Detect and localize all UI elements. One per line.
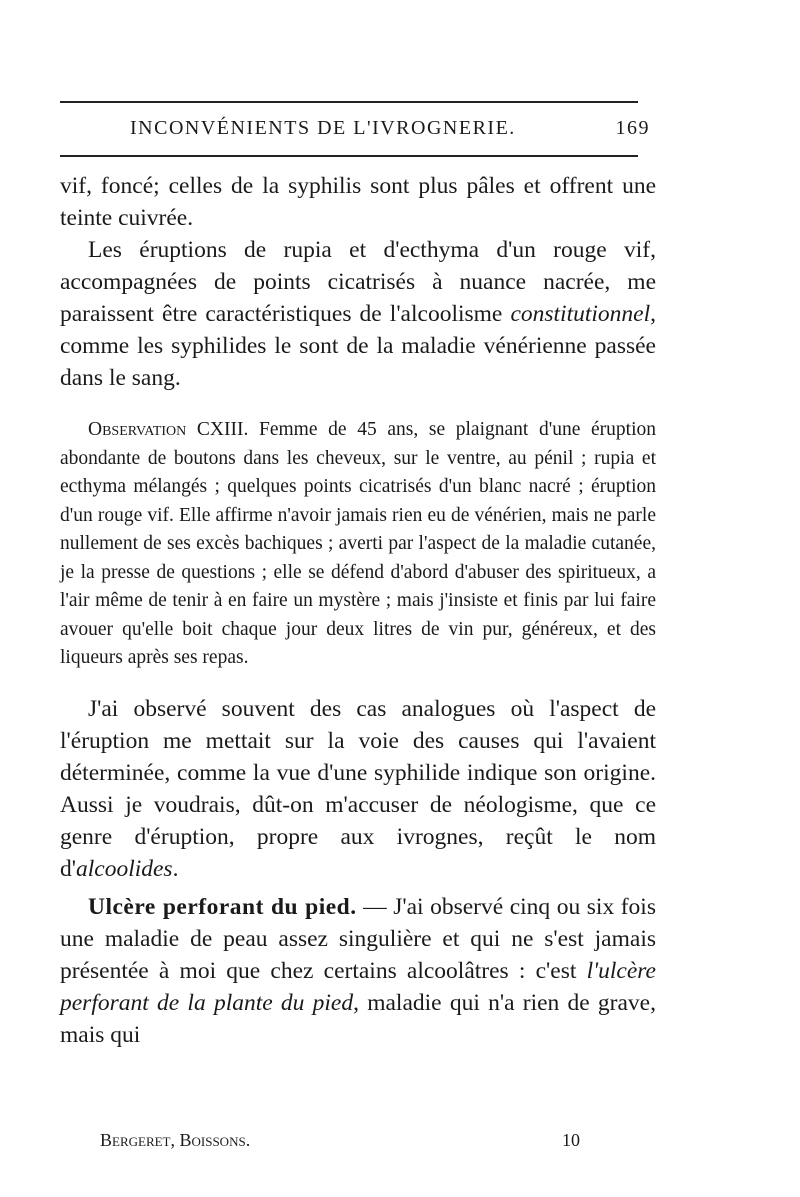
observation-block: Observation CXIII. Femme de 45 ans, se plaignant d'une éruption abondante de boutons dans les cheveux, sur le ventre, au pénil ; rupia et ecthyma mélangés ; quelques points cicatrisés d'un blanc nacré ; éruption d'un rouge vif. Elle affirme n'avoir jamais rien eu de vénérien, mais ne parle nullement de ses excès bachiques ; averti par l'aspect de la maladie cutanée, je la presse de questions ; elle se défend d'abord d'abuser des spiritueux, a l'air même de tenir à en faire un mystère ; mais j'insiste et finis par lui faire avouer qu'elle boit chaque jour deux litres de vin pur, généreux, et des liqueurs après ses repas. (60, 419, 657, 668)
running-title: INCONVÉNIENTS DE L'IVROGNERIE. (130, 117, 516, 139)
signature-mark: 10 (562, 1130, 580, 1150)
paragraph-alcoolides: J'ai observé souvent des cas analogues où l'aspect de l'éruption me mettait sur la voie des causes qui l'avaient déterminée, comme la vue d'une syphilide indique son origine. Aussi je voudrais, dût-on m'accuser de néologisme, que ce genre d'éruption, propre aux ivrognes, reçût le nom d'alcoolides. (60, 695, 656, 882)
running-header (130, 117, 650, 140)
paragraph-ulcere: Ulcère perforant du pied. — J'ai observé cinq ou six fois une maladie de peau assez singulière et qui ne s'est jamais présentée à moi que chez certains alcoolâtres : c'est l'ulcère perforant de la plante du pied, maladie qui n'a rien de grave, mais qui (60, 893, 656, 1048)
emphasis-alcoolides: alcoolides (75, 855, 173, 882)
paragraph-eruptions: Les éruptions de rupia et d'ecthyma d'un rouge vif, accompagnées de points cicatrisés à nuance nacrée, me paraissent être caractéristiques de l'alcoolisme constitutionnel, comme les syphilides le sont de la maladie vénérienne passée dans le sang. (60, 237, 656, 391)
observation-label: Observation CXIII. (88, 419, 249, 440)
emphasis-constitutionnel: constitutionnel (510, 301, 651, 327)
header-top-rule (60, 101, 638, 103)
body-text (60, 170, 656, 1051)
footer-author: Bergeret, Boissons. (100, 1130, 251, 1150)
emphasis-ulcere: l'ulcère perforant de la plante du pied (60, 957, 656, 1016)
page-footer (100, 1130, 580, 1151)
paragraph-continued: vif, foncé; celles de la syphilis sont plus pâles et offrent une teinte cuivrée. (60, 173, 656, 231)
page-number: 169 (615, 117, 650, 139)
section-heading-ulcere: Ulcère perforant du pied. (88, 893, 357, 920)
header-bottom-rule (60, 155, 638, 157)
